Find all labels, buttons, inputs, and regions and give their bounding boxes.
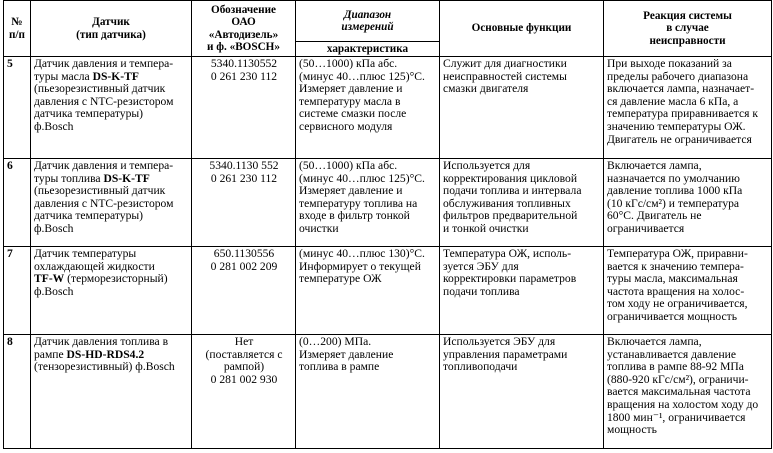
table-row <box>4 247 772 335</box>
header-sensor: Датчик (тип датчика) <box>31 1 192 57</box>
header-row <box>4 1 772 42</box>
functions-cell: Используется для корректирования цикловой подачи топлива и интервала обслуживания топливных фильтров предварительной и тонкой очистки <box>440 159 604 247</box>
range-cell: (50…1000) кПа абс. (минус 40…плюс 125)°С. Измеряет давление и температуру топлива на входе в фильтр тонкой очистки <box>296 159 440 247</box>
header-reaction: Реакция системы в случае неисправности <box>604 1 772 57</box>
row-number: 5 <box>4 57 31 159</box>
sensor-table <box>3 0 772 449</box>
range-cell: (50…1000) кПа абс. (минус 40…плюс 125)°С. Измеряет давление и температуру масла в системе смазки после сервисного модуля <box>296 57 440 159</box>
header-characteristic: характеристика <box>296 42 440 57</box>
reaction-cell: Температура ОЖ, приравни- вается к значению темпера- туры масла, максимальная частота вращения на холос- том ходу не ограничивается, ограничивается мощность <box>604 247 772 335</box>
designation-cell: 5340.1130 552 0 261 230 112 <box>192 159 296 247</box>
sensor-model: TF-W <box>34 272 65 286</box>
table-row <box>4 159 772 247</box>
table-row <box>4 57 772 159</box>
row-number: 6 <box>4 159 31 247</box>
sensor-cell: Датчик давления топлива в рампе DS-HD-RDS4.2 (тензорезистивный) ф.Bosch <box>31 335 192 449</box>
header-range: Диапазон измерений <box>296 1 440 42</box>
sensor-model: DS-K-TF <box>92 69 139 83</box>
row-number: 7 <box>4 247 31 335</box>
functions-cell: Температура ОЖ, исполь- зуется ЭБУ для корректировки параметров подачи топлива <box>440 247 604 335</box>
designation-cell: Нет (поставляется с рампой) 0 281 002 930 <box>192 335 296 449</box>
header-designation: Обозначение ОАО «Автодизель» и ф. «BOSCH» <box>192 1 296 57</box>
row-number: 8 <box>4 335 31 449</box>
sensor-model: DS-HD-RDS4.2 <box>66 347 145 361</box>
reaction-cell: Включается лампа, устанавливается давление топлива в рампе 88-92 МПа (880-920 кГс/см²), ограничи- вается максимальная частота вращения на холостом ходу до 1800 мин⁻¹, ограничивается мощность <box>604 335 772 449</box>
sensor-cell: Датчик температуры охлаждающей жидкости TF-W (терморезисторный) ф.Bosch <box>31 247 192 335</box>
functions-cell: Служит для диагностики неисправностей системы смазки двигателя <box>440 57 604 159</box>
sensor-model: DS-K-TF <box>103 171 150 185</box>
designation-cell: 650.1130556 0 281 002 209 <box>192 247 296 335</box>
reaction-cell: При выходе показаний за пределы рабочего диапазона включается лампа, назначает- ся давление масла 6 кПа, а температура приравнивается к значению температуры ОЖ. Двигатель не ограничивается <box>604 57 772 159</box>
functions-cell: Используется ЭБУ для управления параметрами топливоподачи <box>440 335 604 449</box>
sensor-cell: Датчик давления и темпера- туры масла DS-K-TF (пьезорезистивный датчик давления с NTC-резистором датчика температуры) ф.Bosch <box>31 57 192 159</box>
header-number: № п/п <box>4 1 31 57</box>
reaction-cell: Включается лампа, назначается по умолчанию давление топлива 1000 кПа (10 кГс/см²) и температура 60°С. Двигатель не ограничивается <box>604 159 772 247</box>
table-row <box>4 335 772 449</box>
designation-cell: 5340.1130552 0 261 230 112 <box>192 57 296 159</box>
header-functions: Основные функции <box>440 1 604 57</box>
range-cell: (минус 40…плюс 130)°С. Информирует о текущей температуре ОЖ <box>296 247 440 335</box>
sensor-cell: Датчик давления и темпера- туры топлива DS-K-TF (пьезорезистивный датчик давления с NTC-резистором датчика температуры) ф.Bosch <box>31 159 192 247</box>
range-cell: (0…200) МПа. Измеряет давление топлива в рампе <box>296 335 440 449</box>
